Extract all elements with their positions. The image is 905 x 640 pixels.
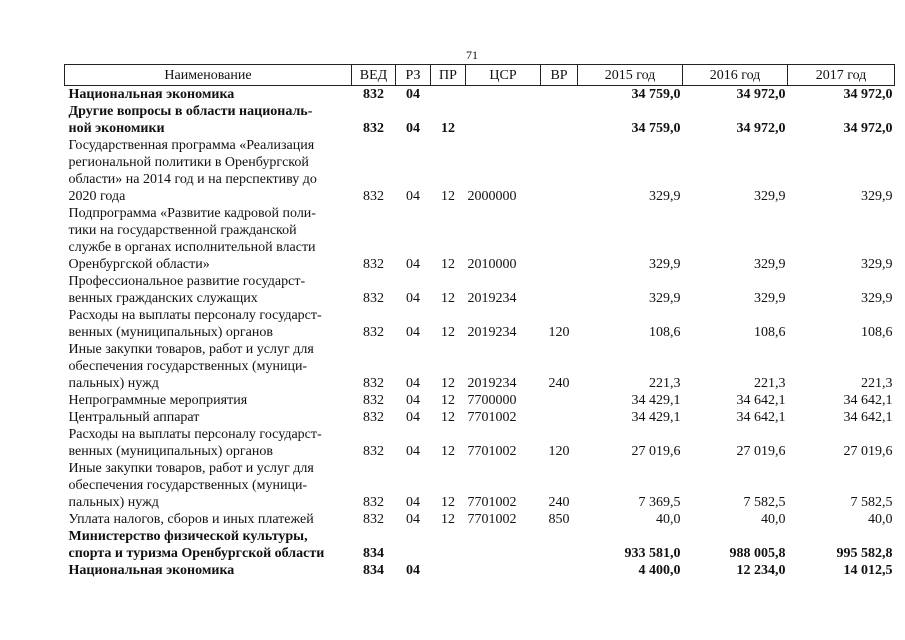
cell-2016: 988 005,8 (729, 546, 786, 561)
budget-table (64, 64, 895, 579)
cell-vr (541, 392, 578, 409)
cell-rz (396, 528, 431, 562)
cell-vr (541, 562, 578, 579)
page-number: 71 (466, 48, 478, 62)
cell-vr: 120 (548, 325, 570, 340)
cell-2017: 34 972,0 (843, 121, 893, 136)
cell-2015: 34 429,1 (631, 393, 681, 408)
cell-2017: 108,6 (861, 325, 893, 340)
cell-csr: 2019234 (467, 291, 517, 306)
cell-vr (541, 86, 578, 104)
cell-csr: 2010000 (467, 257, 517, 272)
cell-pr: 12 (441, 495, 455, 510)
cell-2016: 12 234,0 (736, 563, 786, 578)
cell-ved: 832 (363, 121, 384, 136)
cell-rz: 04 (406, 393, 420, 408)
cell-name: Министерство физической культуры, спорта и туризма Оренбургской области (68, 529, 325, 561)
cell-2017: 34 642,1 (843, 410, 893, 425)
cell-csr (466, 103, 541, 137)
cell-2017: 329,9 (861, 257, 893, 272)
col-header-vr: ВР (541, 65, 578, 86)
cell-vr: 240 (548, 495, 570, 510)
cell-csr: 2019234 (467, 376, 517, 391)
col-header-2016: 2016 год (683, 65, 788, 86)
cell-2016: 329,9 (754, 291, 786, 306)
cell-ved: 832 (363, 376, 384, 391)
cell-name: Национальная экономика (68, 87, 235, 102)
cell-2015: 27 019,6 (631, 444, 681, 459)
table-row (65, 511, 895, 528)
cell-pr: 12 (441, 410, 455, 425)
col-header-rz: РЗ (396, 65, 431, 86)
cell-name: Профессиональное развитие государст- венных гражданских служащих (68, 274, 306, 306)
cell-2016: 108,6 (754, 325, 786, 340)
cell-pr: 12 (441, 512, 455, 527)
col-header-2017: 2017 год (788, 65, 895, 86)
cell-pr: 12 (441, 376, 455, 391)
col-header-ved: ВЕД (352, 65, 396, 86)
cell-name: Государственная программа «Реализация региональной политики в Оренбургской области» на 2014 год и на перспективу до 2020 года (68, 138, 317, 204)
table-body (65, 86, 895, 580)
cell-2017: 34 972,0 (843, 87, 893, 102)
table-row (65, 86, 895, 104)
cell-ved: 834 (363, 546, 384, 561)
cell-pr: 12 (441, 121, 455, 136)
cell-ved: 832 (363, 87, 384, 102)
table-row (65, 392, 895, 409)
cell-csr (466, 562, 541, 579)
cell-vr: 850 (548, 512, 570, 527)
cell-name: Непрограммные мероприятия (68, 393, 248, 408)
cell-csr (466, 86, 541, 104)
cell-csr: 2019234 (467, 325, 517, 340)
cell-pr (431, 562, 466, 579)
table-row (65, 307, 895, 341)
cell-csr: 7701002 (467, 410, 517, 425)
cell-2017: 14 012,5 (843, 563, 893, 578)
cell-rz: 04 (406, 410, 420, 425)
cell-ved: 832 (363, 495, 384, 510)
table-row (65, 426, 895, 460)
cell-2016: 7 582,5 (743, 495, 786, 510)
col-header-name: Наименование (65, 65, 352, 86)
cell-name: Другие вопросы в области националь- ной экономики (68, 104, 313, 136)
cell-ved: 832 (363, 189, 384, 204)
cell-vr: 240 (548, 376, 570, 391)
cell-rz: 04 (406, 87, 420, 102)
col-header-csr: ЦСР (466, 65, 541, 86)
cell-ved: 832 (363, 444, 384, 459)
cell-name: Уплата налогов, сборов и иных платежей (68, 512, 314, 527)
cell-2017: 329,9 (861, 189, 893, 204)
cell-vr (541, 205, 578, 273)
cell-name: Иные закупки товаров, работ и услуг для обеспечения государственных (муници- пальных) нужд (68, 342, 314, 391)
cell-2015: 4 400,0 (638, 563, 681, 578)
cell-2016: 329,9 (754, 189, 786, 204)
cell-2015: 329,9 (649, 257, 681, 272)
cell-2015: 34 759,0 (631, 121, 681, 136)
cell-2015: 34 759,0 (631, 87, 681, 102)
cell-rz: 04 (406, 563, 420, 578)
cell-2016: 40,0 (761, 512, 786, 527)
cell-ved: 832 (363, 291, 384, 306)
cell-2017: 329,9 (861, 291, 893, 306)
cell-2017: 7 582,5 (850, 495, 893, 510)
cell-rz: 04 (406, 257, 420, 272)
cell-rz: 04 (406, 291, 420, 306)
cell-2016: 27 019,6 (736, 444, 786, 459)
cell-rz: 04 (406, 444, 420, 459)
cell-rz: 04 (406, 325, 420, 340)
col-header-pr: ПР (431, 65, 466, 86)
cell-pr: 12 (441, 325, 455, 340)
cell-pr: 12 (441, 291, 455, 306)
cell-2016: 221,3 (754, 376, 786, 391)
cell-csr: 2000000 (467, 189, 517, 204)
cell-vr: 120 (548, 444, 570, 459)
cell-ved: 832 (363, 393, 384, 408)
cell-2016: 34 642,1 (736, 410, 786, 425)
cell-2015: 34 429,1 (631, 410, 681, 425)
cell-2017: 221,3 (861, 376, 893, 391)
cell-pr: 12 (441, 189, 455, 204)
cell-rz: 04 (406, 121, 420, 136)
cell-ved: 832 (363, 257, 384, 272)
cell-vr (541, 528, 578, 562)
table-row (65, 103, 895, 137)
cell-vr (541, 103, 578, 137)
cell-name: Подпрограмма «Развитие кадровой поли- тики на государственной гражданской службе в органах исполнительной власти Оренбургской области» (68, 206, 316, 272)
cell-name: Национальная экономика (68, 563, 235, 578)
col-header-2015: 2015 год (578, 65, 683, 86)
cell-2016: 34 972,0 (736, 87, 786, 102)
cell-2017: 34 642,1 (843, 393, 893, 408)
cell-2015: 108,6 (649, 325, 681, 340)
cell-2015: 7 369,5 (638, 495, 681, 510)
cell-csr: 7701002 (467, 444, 517, 459)
cell-csr: 7701002 (467, 512, 517, 527)
cell-rz: 04 (406, 495, 420, 510)
cell-ved: 834 (363, 563, 384, 578)
cell-2017: 995 582,8 (836, 546, 893, 561)
cell-2015: 221,3 (649, 376, 681, 391)
header-row (65, 65, 895, 86)
cell-pr (431, 86, 466, 104)
cell-2015: 329,9 (649, 291, 681, 306)
cell-ved: 832 (363, 410, 384, 425)
table-row (65, 562, 895, 579)
cell-vr (541, 137, 578, 205)
cell-csr (466, 528, 541, 562)
cell-ved: 832 (363, 325, 384, 340)
table-row (65, 460, 895, 511)
cell-csr: 7701002 (467, 495, 517, 510)
cell-ved: 832 (363, 512, 384, 527)
table-row (65, 273, 895, 307)
cell-name: Центральный аппарат (68, 410, 200, 425)
cell-2016: 34 972,0 (736, 121, 786, 136)
cell-2015: 40,0 (656, 512, 681, 527)
cell-name: Иные закупки товаров, работ и услуг для обеспечения государственных (муници- пальных) нужд (68, 461, 314, 510)
cell-2017: 27 019,6 (843, 444, 893, 459)
cell-2015: 329,9 (649, 189, 681, 204)
cell-rz: 04 (406, 376, 420, 391)
cell-2016: 329,9 (754, 257, 786, 272)
cell-pr: 12 (441, 393, 455, 408)
table-row (65, 137, 895, 205)
cell-pr: 12 (441, 444, 455, 459)
cell-2016: 34 642,1 (736, 393, 786, 408)
table-row (65, 409, 895, 426)
cell-pr: 12 (441, 257, 455, 272)
cell-rz: 04 (406, 512, 420, 527)
cell-name: Расходы на выплаты персоналу государст- венных (муниципальных) органов (68, 308, 322, 340)
table-row (65, 341, 895, 392)
table-row (65, 205, 895, 273)
cell-rz: 04 (406, 189, 420, 204)
cell-csr: 7700000 (467, 393, 517, 408)
cell-pr (431, 528, 466, 562)
cell-vr (541, 409, 578, 426)
cell-2017: 40,0 (868, 512, 893, 527)
cell-name: Расходы на выплаты персоналу государст- венных (муниципальных) органов (68, 427, 322, 459)
cell-2015: 933 581,0 (624, 546, 681, 561)
cell-vr (541, 273, 578, 307)
table-row (65, 528, 895, 562)
